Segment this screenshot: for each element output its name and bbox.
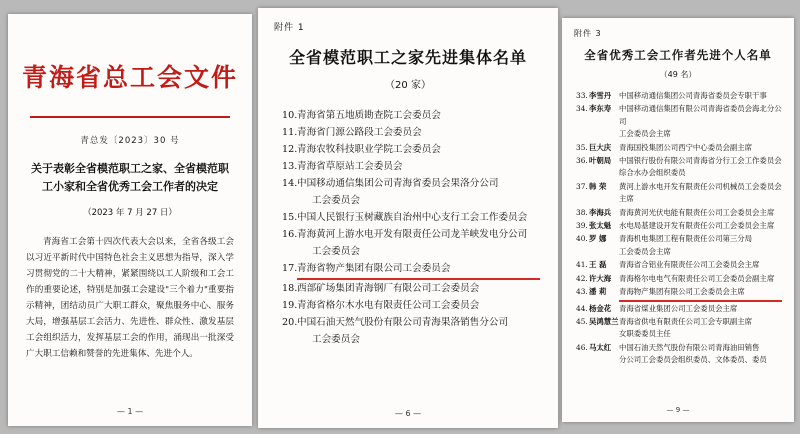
list-item	[282, 297, 540, 314]
list-subtitle-count: （20 家）	[385, 80, 431, 91]
item-line: 女职委委员主任	[619, 329, 671, 339]
document-title: 关于表彰全省模范职工之家、全省模范职工小家和全省优秀工会工作者的决定	[31, 162, 229, 193]
item-number: 34.	[576, 104, 588, 114]
person-name: 罗 娜	[589, 234, 607, 244]
list-item	[576, 259, 782, 271]
item-line: 工会委员会	[312, 246, 360, 257]
document-body	[26, 234, 234, 362]
item-number: 45.	[576, 316, 588, 326]
list-item	[576, 233, 782, 258]
list-item	[576, 316, 782, 341]
person-name: 韩 荣	[589, 181, 607, 191]
item-text	[297, 158, 540, 175]
page-folio-left: — 1 —	[116, 407, 144, 416]
item-text	[297, 107, 540, 124]
item-line: 综合水办会组织委员	[619, 168, 686, 178]
list-item	[282, 226, 540, 260]
list-item	[576, 90, 782, 102]
list-item	[576, 142, 782, 154]
item-text	[297, 314, 540, 348]
item-number: 19.	[282, 300, 298, 311]
document-paragraph: 青海省工会第十四次代表大会以来，全省各级工会以习近平新时代中国特色社会主义思想为指导，深入学习贯彻党的二十大精神，紧紧围绕以工人阶级和工会工作的重要论述，特别是加强工会建设"三个着力"重要指示精神，团结动员广大职工群众，聚焦服务中心、服务大局，增强基层工会活力、先进性、群众性、激发基层工会组织活力，发挥基层工会的作用，涌现出一批深受广大职工信赖和赞誉的先进集体、先进个人。	[26, 237, 234, 359]
item-text	[619, 286, 782, 301]
item-number: 39.	[576, 221, 588, 231]
item-text	[619, 259, 782, 271]
item-line: 青海省煤业集团公司工会委员会主席	[619, 303, 738, 313]
item-line: 青海省格尔木水电有限责任公司工会委员会	[297, 300, 480, 311]
item-text	[619, 181, 782, 206]
item-text	[619, 142, 782, 154]
attachment-label-1: 附件 1	[274, 23, 305, 33]
list-item	[576, 303, 782, 315]
person-name: 李海兵	[589, 207, 612, 217]
page-folio-middle: — 6 —	[394, 409, 422, 418]
item-line: 青海省合铝业有限责任公司工会委员会主席	[619, 260, 760, 270]
item-text	[297, 209, 540, 226]
person-name: 潘 莉	[589, 287, 607, 297]
item-number: 43.	[576, 287, 588, 297]
item-text	[297, 280, 540, 297]
item-number: 18.	[282, 283, 298, 294]
attachment-label-3: 附件 3	[574, 29, 602, 38]
item-line: 青海物产集团有限公司工会委员会主席	[619, 287, 745, 297]
item-text	[297, 124, 540, 141]
item-number: 12.	[282, 144, 298, 155]
list-item	[576, 181, 782, 206]
item-line: 中国移动通信集团公司青海省委员会果洛分公司	[297, 178, 499, 189]
item-line: 青海农牧科技职业学院工会委员会	[297, 144, 441, 155]
list-item	[282, 107, 540, 124]
list-title-collective: 全省模范职工之家先进集体名单	[288, 48, 527, 67]
list-item	[576, 155, 782, 180]
item-text	[297, 260, 540, 280]
person-name: 马太红	[589, 342, 612, 352]
item-line: 青海省第五地质勘查院工会委员会	[297, 110, 441, 121]
item-text	[297, 297, 540, 314]
item-line: 青海省草原站工会委员会	[297, 161, 403, 172]
item-text	[297, 141, 540, 158]
item-line: 工会委员会	[312, 334, 360, 345]
person-name: 张太魁	[589, 221, 612, 231]
item-number: 10.	[282, 110, 298, 121]
item-line: 青海省物产集团有限公司工会委员会	[297, 263, 451, 274]
item-number: 44.	[576, 303, 588, 313]
item-line: 工会委员会主席	[619, 246, 671, 256]
item-text	[619, 103, 782, 140]
item-text	[619, 220, 782, 232]
item-line: 青海机电集团工程有限责任公司第三分局	[619, 234, 753, 244]
person-name: 叶朝局	[589, 156, 612, 166]
list-item	[282, 141, 540, 158]
issuer-header: 青海省总工会文件	[21, 63, 238, 92]
list-item	[576, 103, 782, 140]
person-name: 杨金花	[589, 303, 612, 313]
list-item	[576, 342, 782, 367]
item-line: 中国移动通信集团公司青海省委员会专职干事	[619, 91, 767, 100]
item-text	[619, 207, 782, 219]
item-line: 工会委员会	[312, 195, 360, 206]
list-item	[576, 273, 782, 285]
list-item	[282, 158, 540, 175]
item-line: 青海国投集团公司西宁中心委员会副主席	[619, 142, 753, 152]
item-text	[619, 303, 782, 315]
item-text	[619, 90, 782, 102]
person-name: 吴鸿慧兰	[589, 316, 619, 326]
item-number: 20.	[282, 317, 298, 328]
page-folio-right: — 9 —	[666, 406, 690, 414]
item-number: 15.	[282, 212, 298, 223]
item-line: 青海黄河上游水电开发有限责任公司龙羊峡发电分公司	[297, 229, 528, 240]
item-text	[619, 342, 782, 367]
item-text	[297, 175, 540, 209]
individual-list	[576, 90, 782, 367]
document-page-right	[562, 18, 794, 422]
item-line: 分公司工会委员会组织委员、文体委员、委员	[619, 355, 767, 365]
item-text	[619, 155, 782, 180]
list-item	[576, 220, 782, 232]
document-date: （2023 年 7 月 27 日）	[83, 208, 177, 218]
person-name: 许大海	[589, 273, 612, 283]
person-name: 巨大庆	[589, 142, 612, 152]
item-number: 38.	[576, 207, 588, 217]
person-name: 李东寿	[589, 104, 612, 114]
item-number: 33.	[576, 91, 588, 100]
item-text	[619, 273, 782, 285]
list-item	[282, 124, 540, 141]
item-number: 37.	[576, 181, 588, 191]
item-number: 41.	[576, 260, 588, 270]
item-number: 17.	[282, 263, 298, 274]
item-number: 35.	[576, 142, 588, 152]
list-item-highlighted	[576, 286, 782, 301]
item-number: 36.	[576, 156, 588, 166]
item-number: 13.	[282, 161, 298, 172]
item-line: 中国石油天然气股份有限公司青海果洛销售分公司	[297, 317, 509, 328]
item-text	[619, 316, 782, 341]
item-line: 工会委员会主席	[619, 129, 671, 139]
item-number: 46.	[576, 342, 588, 352]
item-number: 40.	[576, 234, 588, 244]
item-number: 11.	[282, 127, 298, 138]
item-line: 中国人民银行玉树藏族自治州中心支行工会工作委员会	[297, 212, 528, 223]
item-line: 青海省供电有限责任公司工会专职副主席	[619, 316, 753, 326]
item-line: 中国石油天然气股份有限公司青海油田销售	[619, 342, 760, 352]
item-line: 青海黄河光伏电能有限责任公司工会委员会主席	[619, 207, 775, 217]
list-subtitle-count-individual: （49 名）	[659, 70, 697, 79]
list-item	[282, 280, 540, 297]
item-text	[297, 226, 540, 260]
document-page-left	[8, 14, 252, 426]
red-divider-rule	[30, 116, 230, 118]
list-item	[282, 175, 540, 209]
item-line: 西部矿场集团青海钢厂有限公司工会委员会	[297, 283, 480, 294]
item-text	[619, 233, 782, 258]
item-number: 14.	[282, 178, 298, 189]
item-line: 青海格尔电电气有限责任公司工会委员会副主席	[619, 273, 775, 283]
list-item-highlighted	[282, 260, 540, 280]
list-item	[576, 207, 782, 219]
item-number: 16.	[282, 229, 298, 240]
item-number: 42.	[576, 273, 588, 283]
item-line: 黄河上游水电开发有限责任公司机械员工会委员会主席	[619, 181, 782, 204]
document-page-middle	[258, 8, 558, 428]
collective-list	[282, 107, 540, 348]
document-number: 青总发〔2023〕30 号	[80, 136, 180, 146]
person-name: 王 磊	[589, 260, 607, 270]
item-line: 中国移动通信集团有限公司青海省委员会海北分公司	[619, 104, 782, 126]
list-item	[282, 314, 540, 348]
person-name: 李雪丹	[589, 91, 612, 100]
list-item	[282, 209, 540, 226]
list-title-individual: 全省优秀工会工作者先进个人名单	[584, 48, 772, 62]
item-line: 水电局基建设开发有限责任公司工会委员会主席	[619, 221, 775, 231]
item-line: 中国银行股份有限公司青海省分行工会工作委员会	[619, 156, 782, 166]
item-line: 青海省门源公路段工会委员会	[297, 127, 422, 138]
